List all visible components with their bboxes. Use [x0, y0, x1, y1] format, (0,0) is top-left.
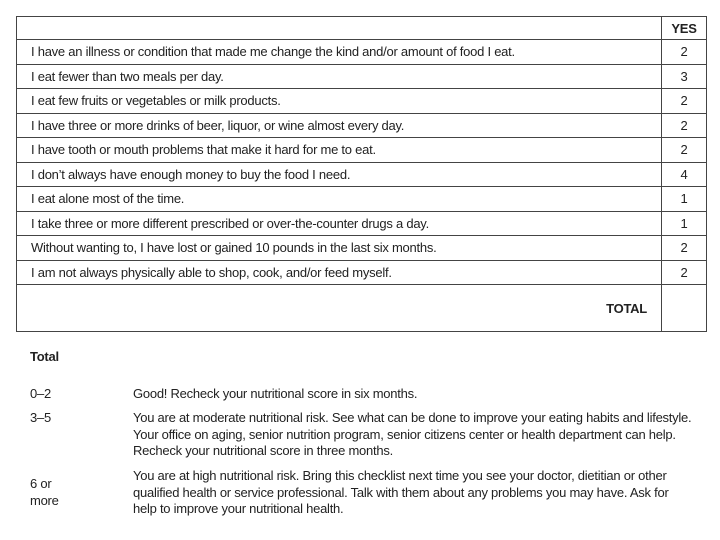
table-row [17, 260, 707, 285]
row-text: I have tooth or mouth problems that make it hard for me to eat. [17, 138, 662, 163]
total-row [17, 285, 707, 332]
row-yes-score: 2 [662, 138, 707, 163]
table-row [17, 64, 707, 89]
band-text: You are at high nutritional risk. Bring this checklist next time you see your doctor, dietitian or other qualified health or service professional. Talk with them about any problems you may have. Ask for help to improve your nutritional health. [133, 468, 669, 516]
band-1 [30, 410, 720, 462]
row-text: I eat few fruits or vegetables or milk products. [17, 89, 662, 114]
band-text: You are at moderate nutritional risk. See what can be done to improve your eating habits and lifestyle. Your office on aging, senior nutrition program, senior citizens center or health department can help. Recheck your nutritional score in three months. [133, 410, 692, 458]
band-range: 0–2 [30, 386, 51, 401]
table-row [17, 40, 707, 65]
table-row [17, 187, 707, 212]
row-yes-score: 3 [662, 64, 707, 89]
nutrition-checklist-table [16, 16, 707, 332]
band-range: 6 or more [30, 476, 59, 508]
row-yes-score: 2 [662, 260, 707, 285]
header-yes: YES [662, 17, 707, 40]
table-row [17, 113, 707, 138]
table-row [17, 211, 707, 236]
row-yes-score: 1 [662, 187, 707, 212]
row-text: I am not always physically able to shop, cook, and/or feed myself. [17, 260, 662, 285]
scoring-heading: Total [30, 349, 59, 364]
row-text: I eat fewer than two meals per day. [17, 64, 662, 89]
row-text: I eat alone most of the time. [17, 187, 662, 212]
band-range: 3–5 [30, 410, 51, 425]
row-yes-score: 2 [662, 89, 707, 114]
row-yes-score: 1 [662, 211, 707, 236]
row-text: I don’t always have enough money to buy the food I need. [17, 162, 662, 187]
table-row [17, 236, 707, 261]
table-row [17, 89, 707, 114]
table-row [17, 162, 707, 187]
row-yes-score: 2 [662, 113, 707, 138]
header-item [17, 17, 662, 40]
table-header-row [17, 17, 707, 40]
row-text: Without wanting to, I have lost or gained 10 pounds in the last six months. [17, 236, 662, 261]
row-text: I have an illness or condition that made me change the kind and/or amount of food I eat. [17, 40, 662, 65]
band-0 [30, 386, 720, 406]
total-value-cell[interactable] [662, 285, 707, 332]
table-row [17, 138, 707, 163]
total-label: TOTAL [17, 285, 662, 332]
band-text: Good! Recheck your nutritional score in six months. [133, 386, 418, 401]
band-2 [30, 468, 720, 520]
row-yes-score: 4 [662, 162, 707, 187]
row-text: I take three or more different prescribed or over-the-counter drugs a day. [17, 211, 662, 236]
row-yes-score: 2 [662, 236, 707, 261]
row-yes-score: 2 [662, 40, 707, 65]
row-text: I have three or more drinks of beer, liquor, or wine almost every day. [17, 113, 662, 138]
